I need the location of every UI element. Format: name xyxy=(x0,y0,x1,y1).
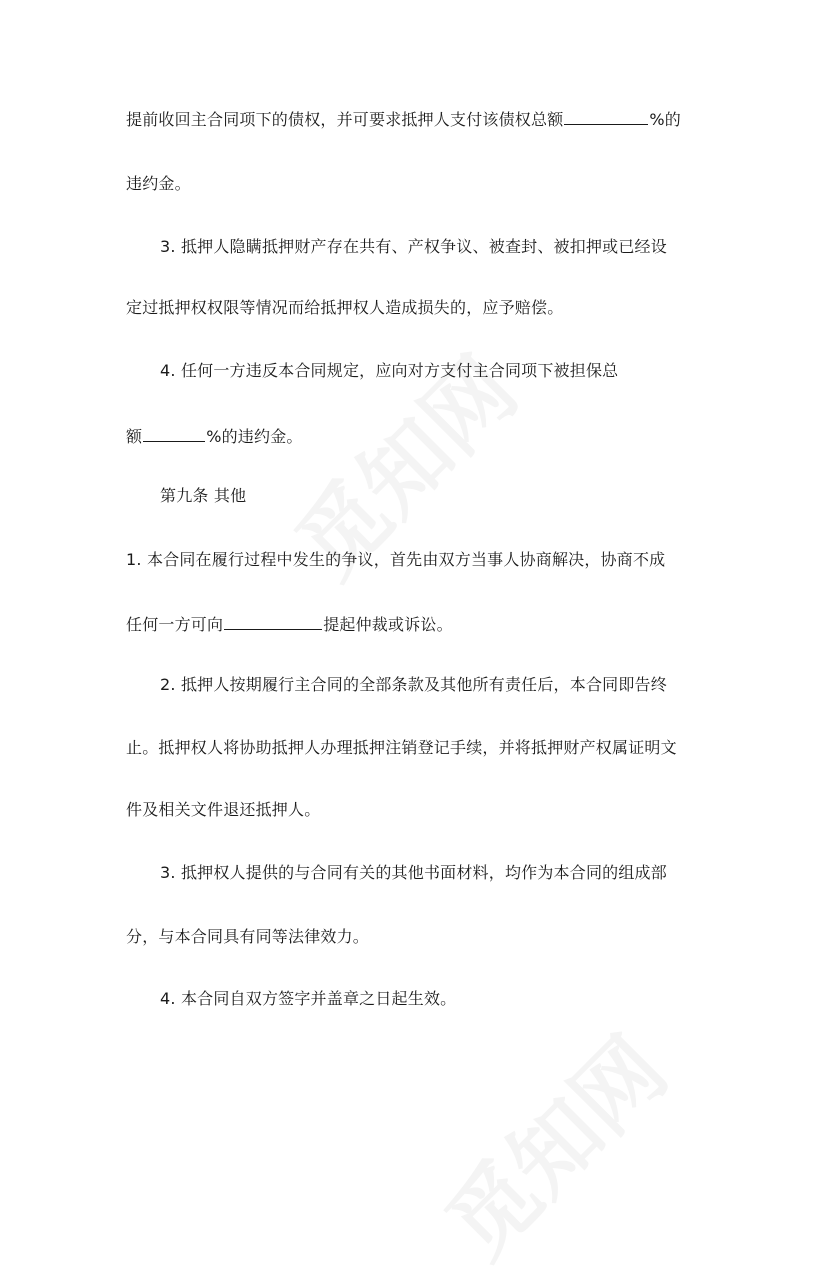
paragraph-line: 1. 本合同在履行过程中发生的争议，首先由双方当事人协商解决，协商不成 xyxy=(126,550,666,569)
paragraph-line: 2. 抵押人按期履行主合同的全部条款及其他所有责任后，本合同即告终 xyxy=(160,675,667,694)
paragraph-line: 违约金。 xyxy=(126,174,191,193)
watermark xyxy=(414,1005,690,1281)
paragraph-line: 任何一方可向 提起仲裁或诉讼。 xyxy=(126,612,453,636)
paragraph-line: 4. 本合同自双方签字并盖章之日起生效。 xyxy=(160,989,457,1008)
fill-in-blank[interactable] xyxy=(224,612,322,630)
fill-in-blank[interactable] xyxy=(143,424,205,442)
paragraph-line: 止。抵押权人将协助抵押人办理抵押注销登记手续，并将抵押财产权属证明文 xyxy=(126,738,677,757)
paragraph-line: 3. 抵押人隐瞒抵押财产存在共有、产权争议、被查封、被扣押或已经设 xyxy=(160,237,667,256)
paragraph-line: 件及相关文件退还抵押人。 xyxy=(126,800,321,819)
paragraph-line: 定过抵押权权限等情况而给抵押权人造成损失的，应予赔偿。 xyxy=(126,298,564,317)
paragraph-line: 3. 抵押权人提供的与合同有关的其他书面材料，均作为本合同的组成部 xyxy=(160,863,667,882)
paragraph-line: 分，与本合同具有同等法律效力。 xyxy=(126,927,370,946)
paragraph-line: 额 %的违约金。 xyxy=(126,424,303,448)
fill-in-blank[interactable] xyxy=(564,107,648,125)
paragraph-line: 4. 任何一方违反本合同规定，应向对方支付主合同项下被担保总 xyxy=(160,361,619,380)
paragraph-line: 提前收回主合同项下的债权，并可要求抵押人支付该债权总额 %的 xyxy=(126,107,681,131)
section-heading: 第九条 其他 xyxy=(160,486,247,505)
